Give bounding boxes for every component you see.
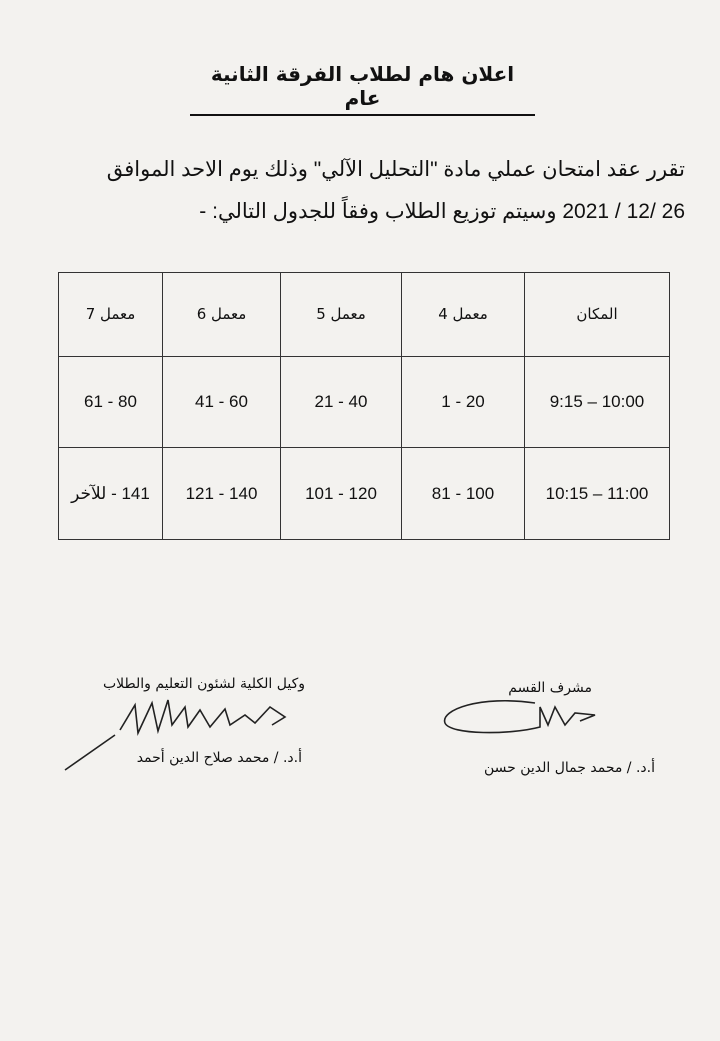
vice-dean-role: وكيل الكلية لشئون التعليم والطلاب	[102, 676, 305, 692]
table-row	[59, 356, 670, 448]
header-cell: المكان	[525, 273, 670, 357]
table-header-row	[59, 273, 670, 357]
schedule-table	[58, 272, 670, 540]
table-cell: 120 - 101	[281, 448, 402, 540]
body-line-1: تقرر عقد امتحان عملي مادة "التحليل الآلي" وذلك يوم الاحد الموافق	[106, 158, 685, 181]
header-cell: معمل 5	[281, 273, 402, 357]
header-cell: معمل 7	[59, 273, 163, 357]
table-cell: 60 - 41	[163, 356, 281, 448]
table-cell: 140 - 121	[163, 448, 281, 540]
time-cell: 11:00 – 10:15	[525, 448, 670, 540]
table-cell: 40 - 21	[281, 356, 402, 448]
table-cell: 100 - 81	[402, 448, 525, 540]
table-cell: 20 - 1	[402, 356, 525, 448]
body-line-2: 26 /12 / 2021 وسيتم توزيع الطلاب وفقاً للجدول التالي: -	[199, 200, 685, 223]
header-cell: معمل 4	[402, 273, 525, 357]
table-cell: 80 - 61	[59, 356, 163, 448]
supervisor-name: أ.د. / محمد جمال الدين حسن	[483, 760, 655, 776]
table-cell: 141 - للآخر	[59, 448, 163, 540]
time-cell: 10:00 – 9:15	[525, 356, 670, 448]
vice-dean-name: أ.د. / محمد صلاح الدين أحمد	[136, 750, 302, 766]
supervisor-signature	[440, 695, 610, 740]
supervisor-role: مشرف القسم	[508, 680, 592, 696]
table-row	[59, 448, 670, 540]
header-cell: معمل 6	[163, 273, 281, 357]
page-title: اعلان هام لطلاب الفرقة الثانية عام	[190, 62, 535, 116]
